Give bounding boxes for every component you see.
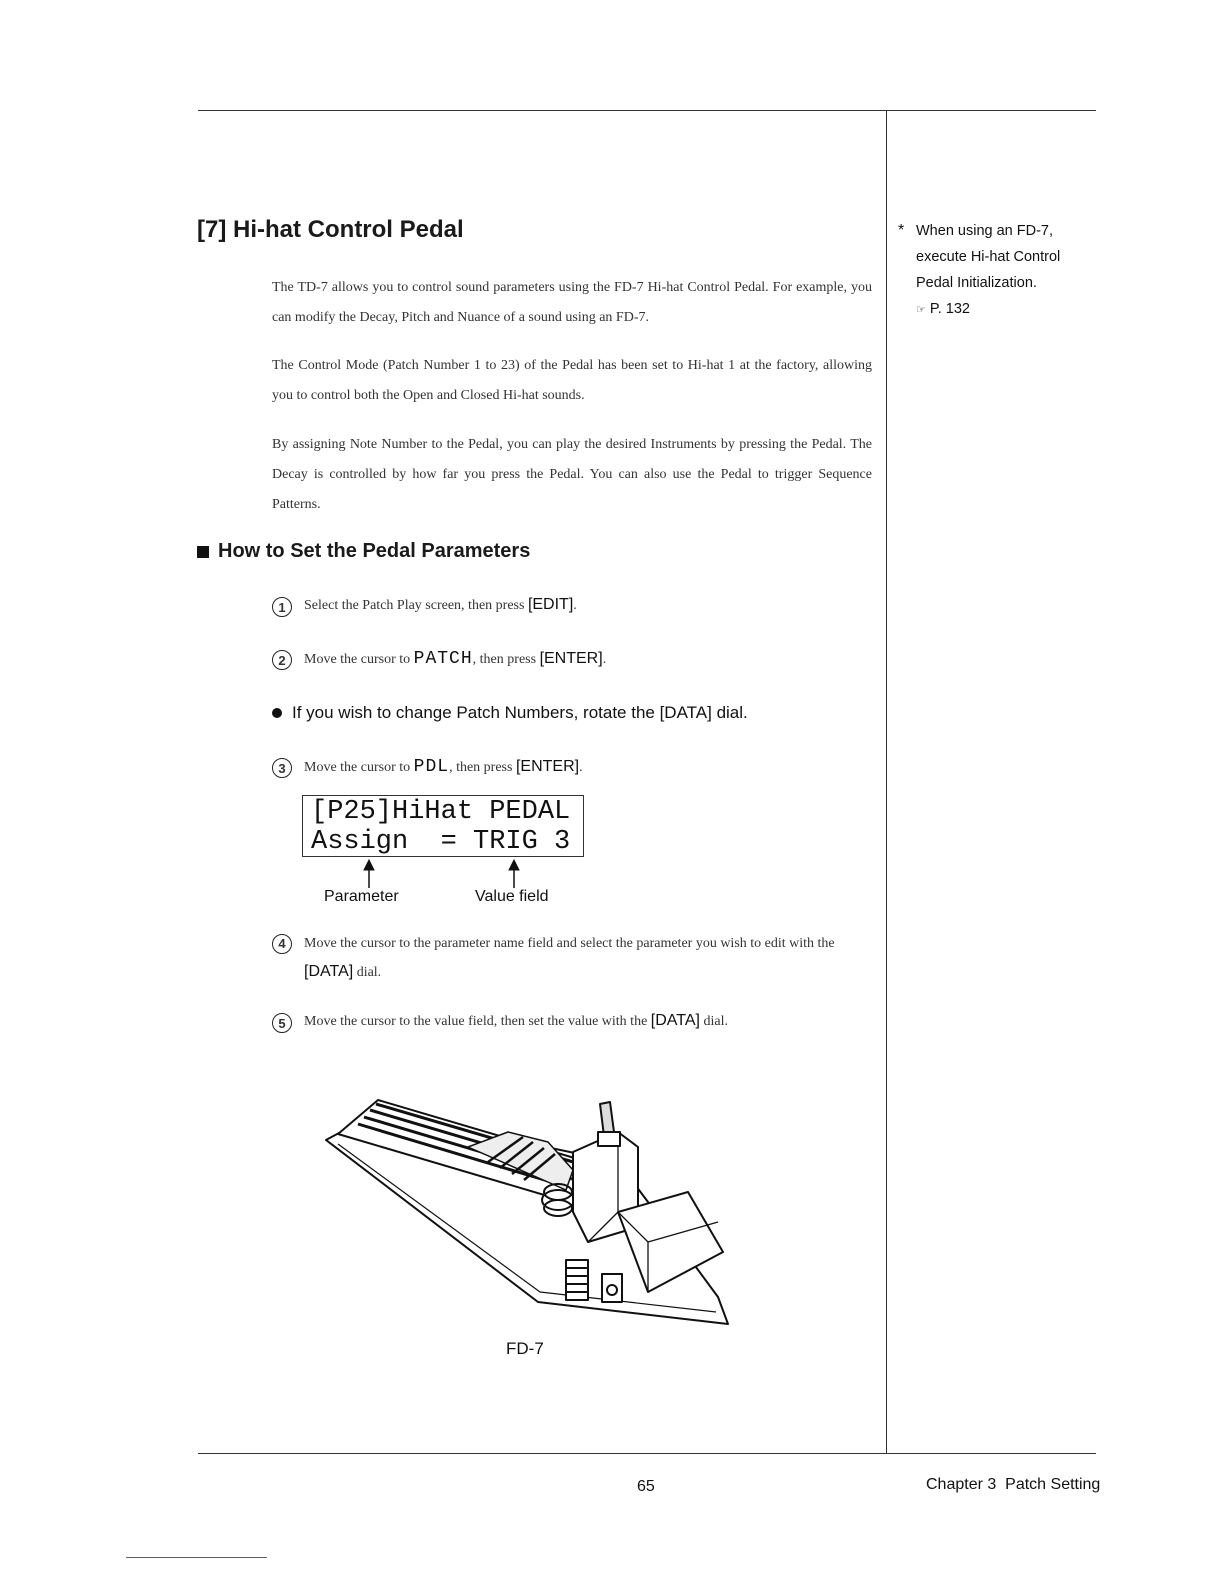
output-jack-icon (602, 1274, 622, 1302)
intro-paragraph-1: The TD-7 allows you to control sound parameters using the FD-7 Hi-hat Control Pedal. For example, you can modify the Decay, Pitch and Nuance of a sound using an FD-7. (272, 280, 872, 325)
data-dial-key: [DATA] (304, 963, 354, 980)
fd7-pedal-illustration (318, 1092, 738, 1332)
step-number: 4 (272, 934, 292, 954)
top-rule (198, 110, 1096, 111)
column-divider (886, 110, 887, 1454)
parameter-label: Parameter (324, 888, 399, 905)
page-number: 65 (637, 1478, 655, 1495)
howto-title: How to Set the Pedal Parameters (218, 540, 531, 562)
lcd-pdl-label: PDL (413, 757, 450, 777)
step-5 (272, 1012, 728, 1033)
sidebar-reference (902, 296, 1092, 323)
edit-key: [EDIT] (527, 596, 574, 613)
step-number: 1 (272, 597, 292, 617)
step-text: Select the Patch Play screen, then press [EDIT]. (304, 596, 577, 613)
intro-paragraph-2: The Control Mode (Patch Number 1 to 23) of the Pedal has been set to Hi-hat 1 at the factory, allowing you to control both the Open and Closed Hi-hat sounds. (272, 358, 872, 403)
step-text: Move the cursor to the parameter name field and select the parameter you wish to edit with the [DATA] dial. (304, 936, 835, 980)
step-number: 3 (272, 758, 292, 778)
lcd-patch-label: PATCH (413, 649, 473, 669)
chapter-title: Chapter 3 Patch Setting (926, 1476, 1101, 1493)
page-reference: P. 132 (929, 301, 970, 317)
figure-caption: FD-7 (506, 1339, 544, 1358)
step-3 (272, 757, 583, 778)
data-dial-key: [DATA] (650, 1012, 700, 1029)
step-number: 2 (272, 650, 292, 670)
step-1 (272, 596, 577, 617)
round-bullet-icon (272, 708, 282, 718)
sidebar-note (898, 218, 1092, 323)
step-2 (272, 649, 606, 670)
section-title: [7] Hi-hat Control Pedal (197, 216, 464, 243)
step-text: Move the cursor to PDL, then press [ENTER]. (304, 757, 583, 777)
step-4 (272, 930, 872, 987)
adjust-knob-icon (600, 1102, 614, 1136)
intro-paragraph-3: By assigning Note Number to the Pedal, you can play the desired Instruments by pressing the Pedal. The Decay is controlled by how far you press the Pedal. You can also use the Pedal to trigger Sequence Patterns. (272, 437, 872, 512)
edge-mark (126, 1557, 267, 1558)
value-arrow-icon (509, 860, 519, 888)
asterisk-icon: * (898, 222, 905, 239)
lcd-display (302, 795, 584, 857)
lcd-line-1: [P25]HiHat PEDAL (311, 797, 571, 827)
step-number: 5 (272, 1013, 292, 1033)
patch-number-note: If you wish to change Patch Numbers, rotate the [DATA] dial. (272, 703, 748, 723)
enter-key: [ENTER] (539, 650, 603, 667)
value-field-label: Value field (475, 888, 549, 905)
step-text: Move the cursor to PATCH, then press [ENTER]. (304, 649, 607, 669)
screw-icon (566, 1260, 588, 1300)
square-bullet-icon (197, 546, 209, 558)
step-text: Move the cursor to the value field, then set the value with the [DATA] dial. (304, 1012, 728, 1029)
enter-key: [ENTER] (515, 758, 580, 775)
reference-pointer-icon: ☞ (916, 304, 926, 316)
howto-heading (197, 540, 530, 563)
sidebar-note-text: When using an FD-7, execute Hi-hat Control Pedal Initialization. (916, 223, 1061, 291)
parameter-arrow-icon (364, 860, 374, 888)
bottom-rule (198, 1453, 1096, 1454)
lcd-line-2: Assign = TRIG 3 (311, 827, 571, 857)
